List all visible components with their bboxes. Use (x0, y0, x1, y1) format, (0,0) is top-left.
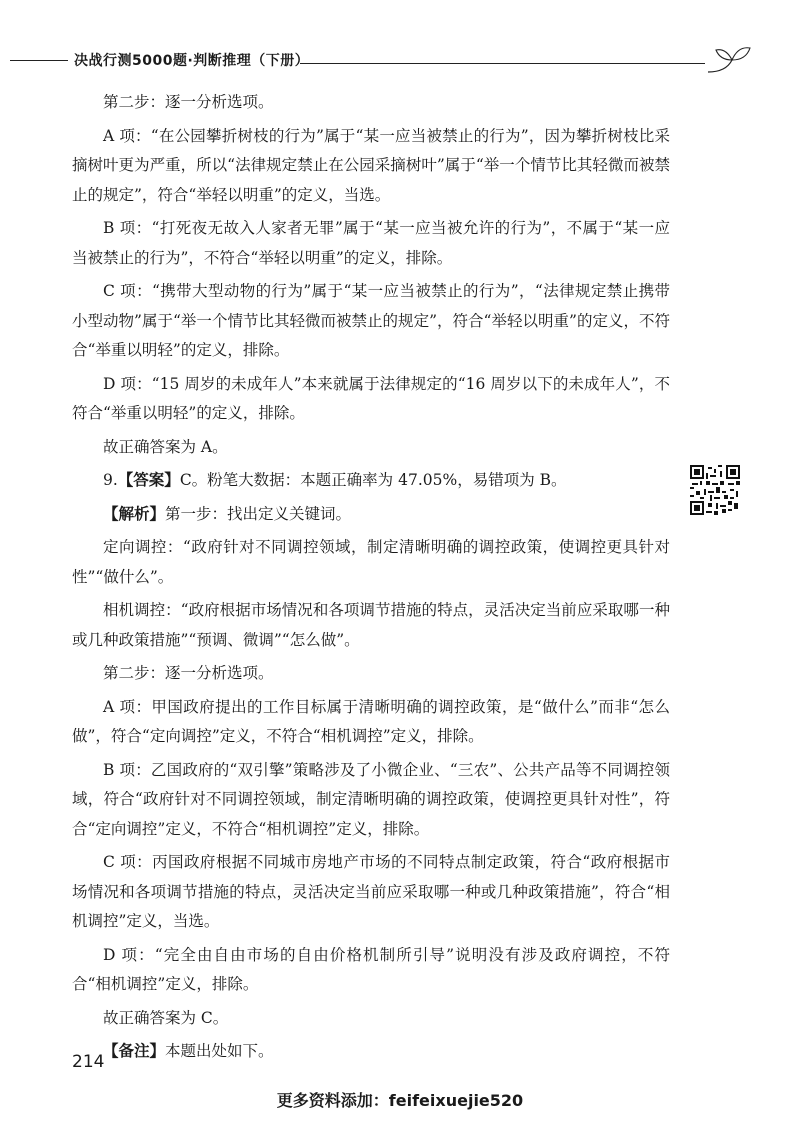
definition-directed-control: 定向调控：“政府针对不同调控领域，制定清晰明确的调控政策，使调控更具针对性”“做什么”。 (72, 538, 670, 586)
final-answer: 故正确答案为 C。 (103, 1008, 229, 1027)
option-c-analysis: C 项：“携带大型动物的行为”属于“某一应当被禁止的行为”，“法律规定禁止携带小型动物”属于“举一个情节比其轻微而被禁止的规定”，符合“举轻以明重”的定义，不符合“举重以明轻”的定义，排除。 (72, 282, 670, 359)
remark-label: 【备注】 (103, 1042, 166, 1060)
step-two-heading: 第二步：逐一分析选项。 (103, 93, 274, 111)
book-title: 决战行测5000题·判断推理（下册） (74, 53, 310, 69)
option-a-analysis: A 项：甲国政府提出的工作目标属于清晰明确的调控政策，是“做什么”而非“怎么做”，符合“定向调控”定义，不符合“相机调控”定义，排除。 (72, 697, 670, 745)
definition-discretionary-control: 相机调控：“政府根据市场情况和各项调节措施的特点，灵活决定当前应采取哪一种或几种政策措施”“预调、微调”“怎么做”。 (72, 601, 670, 649)
analysis-intro: 【解析】第一步：找出定义关键词。 (103, 504, 352, 523)
option-a-analysis: A 项：“在公园攀折树枝的行为”属于“某一应当被禁止的行为”，因为攀折树枝比采摘树叶更为严重，所以“法律规定禁止在公园采摘树叶”属于“举一个情节比其轻微而被禁止的规定”，符合“举轻以明重”的定义，当选。 (72, 126, 670, 204)
answer-label: 【答案】 (117, 471, 180, 489)
question-9-answer: 9.【答案】C。粉笔大数据：本题正确率为 47.05%，易错项为 B。 (103, 471, 567, 489)
option-d-analysis: D 项：“完全由自由市场的自由价格机制所引导”说明没有涉及政府调控，不符合“相机调控”定义，排除。 (72, 945, 670, 993)
step-two-heading: 第二步：逐一分析选项。 (103, 664, 274, 682)
option-b-analysis: B 项：乙国政府的“双引擎”策略涉及了小微企业、“三农”、公共产品等不同调控领域，符合“政府针对不同调控领域，制定清晰明确的调控政策，使调控更具针对性”，符合“定向调控”定义，不符合“相机调控”定义，排除。 (72, 760, 670, 838)
page-header (0, 44, 800, 74)
header-rule-left (10, 60, 68, 61)
page-number: 214 (72, 1052, 105, 1072)
footer-contact-note: 更多资料添加：feifeixuejie520 (276, 1091, 524, 1110)
option-c-analysis: C 项：丙国政府根据不同城市房地产市场的不同特点制定政策，符合“政府根据市场情况和各项调节措施的特点，灵活决定当前应采取哪一种或几种政策措施”，符合“相机调控”定义，当选。 (72, 853, 670, 930)
analysis-label: 【解析】 (103, 504, 166, 523)
option-b-analysis: B 项：“打死夜无故入人家者无罪”属于“某一应当被允许的行为”，不属于“某一应当被禁止的行为”，不符合“举轻以明重”的定义，排除。 (72, 219, 670, 267)
option-d-analysis: D 项：“15 周岁的未成年人”本来就属于法律规定的“16 周岁以下的未成年人”，不符合“举重以明轻”的定义，排除。 (72, 374, 670, 422)
sprout-icon (706, 42, 754, 76)
qr-code-icon[interactable] (690, 465, 740, 515)
answer-explanation (72, 88, 670, 1071)
header-rule-right (300, 63, 705, 64)
final-answer: 故正确答案为 A。 (103, 437, 228, 456)
remark: 【备注】本题出处如下。 (103, 1042, 274, 1060)
